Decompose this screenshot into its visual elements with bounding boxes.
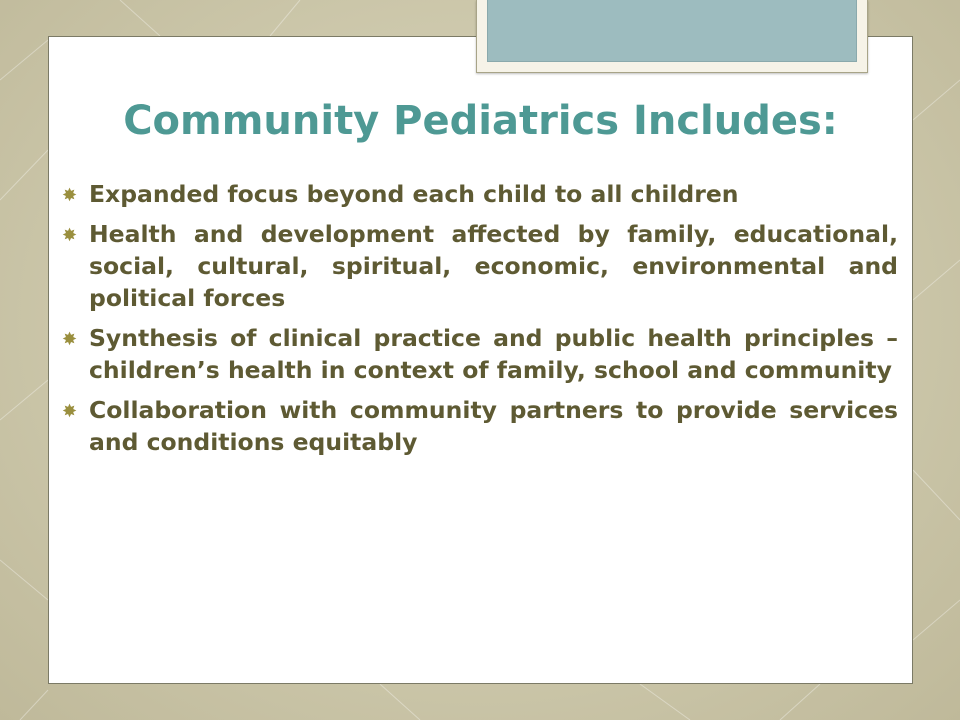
bullet-text: Expanded focus beyond each child to all children bbox=[89, 180, 739, 208]
star-bullet-icon: ✸ bbox=[62, 225, 78, 246]
bullet-list bbox=[62, 178, 898, 466]
list-item bbox=[62, 394, 898, 458]
star-bullet-icon: ✸ bbox=[62, 329, 78, 350]
list-item bbox=[62, 218, 898, 314]
list-item bbox=[62, 178, 898, 210]
bullet-text: Collaboration with community partners to provide services and conditions equitably bbox=[89, 396, 898, 456]
list-item bbox=[62, 322, 898, 386]
decorative-tab bbox=[476, 0, 868, 73]
slide-title: Community Pediatrics Includes: bbox=[123, 98, 838, 144]
star-bullet-icon: ✸ bbox=[62, 401, 78, 422]
star-bullet-icon: ✸ bbox=[62, 185, 78, 206]
bullet-text: Synthesis of clinical practice and public health principles – children’s health in context of family, school and community bbox=[89, 324, 898, 384]
decorative-tab-fill bbox=[487, 0, 857, 62]
bullet-text: Health and development affected by family, educational, social, cultural, spiritual, economic, environmental and political forces bbox=[89, 220, 898, 312]
